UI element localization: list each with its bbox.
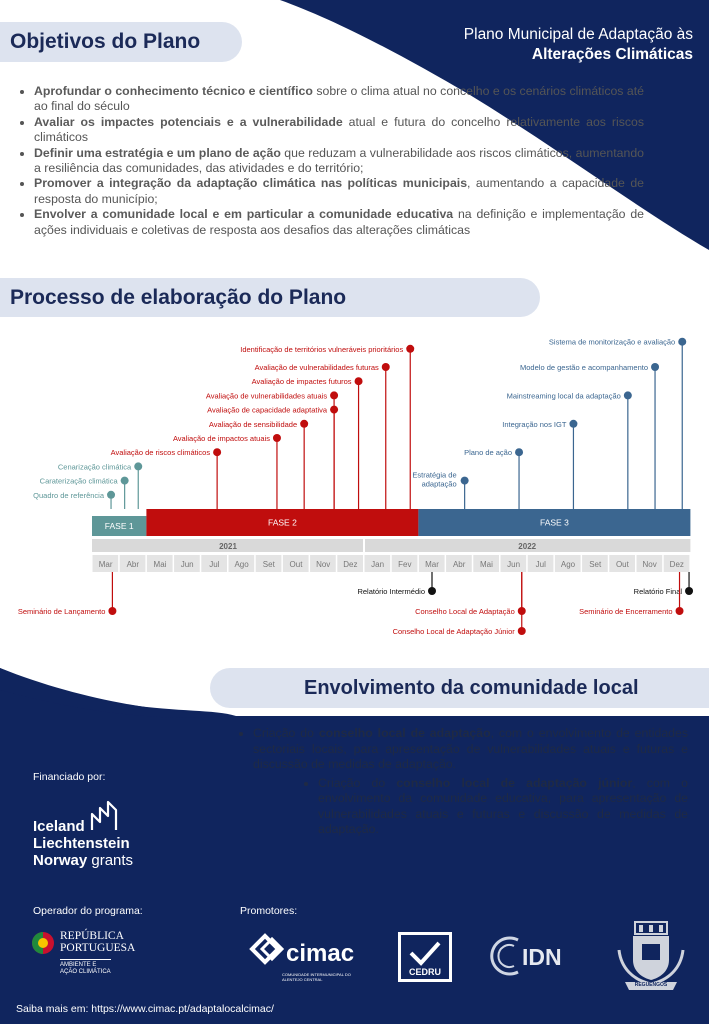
month-label: Out bbox=[289, 560, 303, 569]
event-label: Relatório Final bbox=[633, 587, 683, 596]
activity-marker bbox=[569, 420, 577, 428]
activity-label: Avaliação de vulnerabilidades atuais bbox=[205, 391, 328, 401]
cedru-logo: CEDRU bbox=[398, 932, 452, 982]
activity-label: Avaliação de riscos climáticos bbox=[110, 448, 211, 458]
activity-marker bbox=[461, 477, 469, 485]
activity-label: Avaliação de sensibilidade bbox=[208, 419, 298, 429]
activity-marker bbox=[134, 462, 142, 470]
community-title: Envolvimento da comunidade local bbox=[304, 677, 639, 699]
phase-label: FASE 1 bbox=[104, 521, 134, 531]
cimac-mark-icon bbox=[248, 932, 286, 966]
month-label: Jun bbox=[507, 560, 521, 569]
month-label: Ago bbox=[234, 560, 249, 569]
event-marker bbox=[428, 587, 436, 595]
month-label: Mai bbox=[153, 560, 167, 569]
month-label: Mar bbox=[98, 560, 113, 569]
event-label: Conselho Local de Adaptação Júnior bbox=[392, 627, 515, 636]
activity-label: Cenarização climática bbox=[57, 462, 132, 472]
event-marker bbox=[518, 627, 526, 635]
objectives-list bbox=[16, 84, 644, 238]
objective-item: • Avaliar os impactes potenciais e a vulnerabilidade atual e futura do concelho relativamente aos riscos climáticos bbox=[34, 115, 644, 146]
republica-line-2: PORTUGUESA bbox=[60, 942, 136, 954]
activity-label: Integração nos IGT bbox=[502, 419, 567, 429]
reguengos-coat-of-arms: REGUENGOS bbox=[613, 920, 689, 996]
year-label-2022: 2022 bbox=[518, 542, 537, 551]
activity-label: Mainstreaming local da adaptação bbox=[506, 391, 621, 401]
republica-line-1: REPÚBLICA bbox=[60, 930, 124, 942]
month-label: Fev bbox=[398, 560, 412, 569]
phase-label: FASE 2 bbox=[267, 517, 297, 528]
plan-header bbox=[464, 26, 693, 64]
year-label-2021: 2021 bbox=[219, 542, 237, 551]
activity-label: adaptação bbox=[421, 479, 457, 489]
republica-portuguesa-logo bbox=[30, 928, 160, 983]
promoters-label: Promotores: bbox=[240, 905, 298, 917]
month-label: Mar bbox=[425, 560, 439, 569]
month-label: Ago bbox=[560, 560, 576, 569]
activity-label: Identificação de territórios vulneráveis prioritários bbox=[240, 344, 404, 354]
phase-label: FASE 3 bbox=[539, 517, 569, 528]
event-marker bbox=[676, 607, 684, 615]
cimac-logo: cimac COMUNIDADE INTERMUNICIPAL DO ALENTEJO CENTRAL bbox=[248, 932, 360, 982]
republica-sub-2: AÇÃO CLIMÁTICA bbox=[60, 969, 111, 975]
month-label: Dez bbox=[669, 560, 684, 569]
activity-marker bbox=[651, 363, 659, 371]
header-line-2: Alterações Climáticas bbox=[531, 46, 693, 63]
activity-marker bbox=[382, 363, 390, 371]
activity-label: Quadro de referência bbox=[33, 490, 105, 500]
activity-marker bbox=[107, 491, 115, 499]
republica-emblem-icon bbox=[30, 930, 56, 956]
activity-marker bbox=[121, 477, 129, 485]
process-title: Processo de elaboração do Plano bbox=[10, 286, 347, 309]
event-label: Relatório Intermédio bbox=[357, 587, 425, 596]
activity-label: Avaliação de vulnerabilidades futuras bbox=[254, 363, 379, 372]
activity-label: Avaliação de impactes futuros bbox=[251, 377, 352, 387]
event-label: Seminário de Lançamento bbox=[17, 607, 106, 616]
activity-marker bbox=[273, 434, 281, 442]
objective-item: • Definir uma estratégia e um plano de ação que reduzam a vulnerabilidade aos riscos climáticos, aumentando a resiliência das comunidades, das atividades e do território; bbox=[34, 146, 644, 177]
activity-marker bbox=[355, 377, 363, 385]
event-label: Seminário de Encerramento bbox=[579, 607, 673, 616]
activity-label: Sistema de monitorização e avaliação bbox=[548, 337, 676, 347]
operator-label: Operador do programa: bbox=[33, 905, 143, 917]
activity-label: Estratégia de bbox=[412, 470, 457, 480]
community-subitem: • Criação do conselho local de adaptação júnior, com o envolvimento da comunidade educativa, para apresentação de vulnerabilidades atuais e futuras e discussão de medidas de adaptação. bbox=[318, 776, 688, 838]
community-item: • Criação do conselho local de adaptação, com o envolvimento de entidades sectoriais locais, para apresentação de vulnerabilidades atuais e futuras e discussão de medidas de adaptação. • Criação do conselho local de adaptação júnior, com o envolvimento da comunidade educativa, para apresentação de vulnerabilidades atuais e futuras e discussão de medidas de adaptação. bbox=[253, 726, 688, 838]
month-label: Jul bbox=[209, 560, 220, 569]
activity-marker bbox=[213, 448, 221, 456]
month-label: Abr bbox=[452, 560, 466, 569]
month-label: Nov bbox=[316, 560, 331, 569]
activity-marker bbox=[678, 338, 686, 346]
activity-label: Avaliação de impactos atuais bbox=[172, 434, 270, 443]
month-label: Jul bbox=[535, 560, 546, 569]
month-label: Mai bbox=[479, 560, 493, 569]
event-marker bbox=[108, 607, 116, 615]
objectives-title: Objetivos do Plano bbox=[10, 30, 201, 53]
activity-label: Modelo de gestão e acompanhamento bbox=[520, 363, 649, 372]
month-label: Set bbox=[589, 560, 602, 569]
month-label: Dez bbox=[343, 560, 358, 569]
activity-label: Caraterização climática bbox=[39, 476, 118, 486]
event-marker bbox=[685, 587, 693, 595]
activity-marker bbox=[515, 448, 523, 456]
activity-marker bbox=[624, 391, 632, 399]
objective-item: • Promover a integração da adaptação climática nas políticas municipais, aumentando a capacidade de resposta do município; bbox=[34, 176, 644, 207]
month-label: Set bbox=[262, 560, 275, 569]
republica-sub-1: AMBIENTE E bbox=[60, 962, 97, 968]
month-label: Nov bbox=[642, 560, 657, 569]
activity-label: Plano de ação bbox=[464, 448, 513, 458]
more-info-link[interactable]: Saiba mais em: https://www.cimac.pt/adaptalocalcimac/ bbox=[16, 1003, 274, 1015]
year-band bbox=[92, 539, 690, 552]
month-label: Jan bbox=[371, 560, 385, 569]
header-line-1: Plano Municipal de Adaptação às bbox=[463, 26, 693, 43]
idn-logo: IDN bbox=[488, 934, 568, 980]
month-label: Out bbox=[615, 560, 629, 569]
objective-item: • Envolver a comunidade local e em particular a comunidade educativa na definição e implementação de ações individuais e coletivas de resposta aos desafios das alterações climáticas bbox=[34, 207, 644, 238]
financed-by-label: Financiado por: bbox=[33, 771, 106, 783]
activity-marker bbox=[330, 391, 338, 399]
month-label: Jun bbox=[180, 560, 194, 569]
month-label: Abr bbox=[126, 560, 140, 569]
activity-label: Avaliação de capacidade adaptativa bbox=[207, 405, 328, 415]
activity-marker bbox=[406, 345, 414, 353]
objective-item: • Aprofundar o conhecimento técnico e científico sobre o clima atual no concelho e os cenários climáticos até ao final do século bbox=[34, 84, 644, 115]
event-label: Conselho Local de Adaptação bbox=[415, 607, 515, 616]
process-timeline bbox=[0, 335, 709, 645]
community-text bbox=[236, 726, 688, 838]
activity-marker bbox=[300, 420, 308, 428]
cedru-mark-icon bbox=[401, 939, 449, 969]
